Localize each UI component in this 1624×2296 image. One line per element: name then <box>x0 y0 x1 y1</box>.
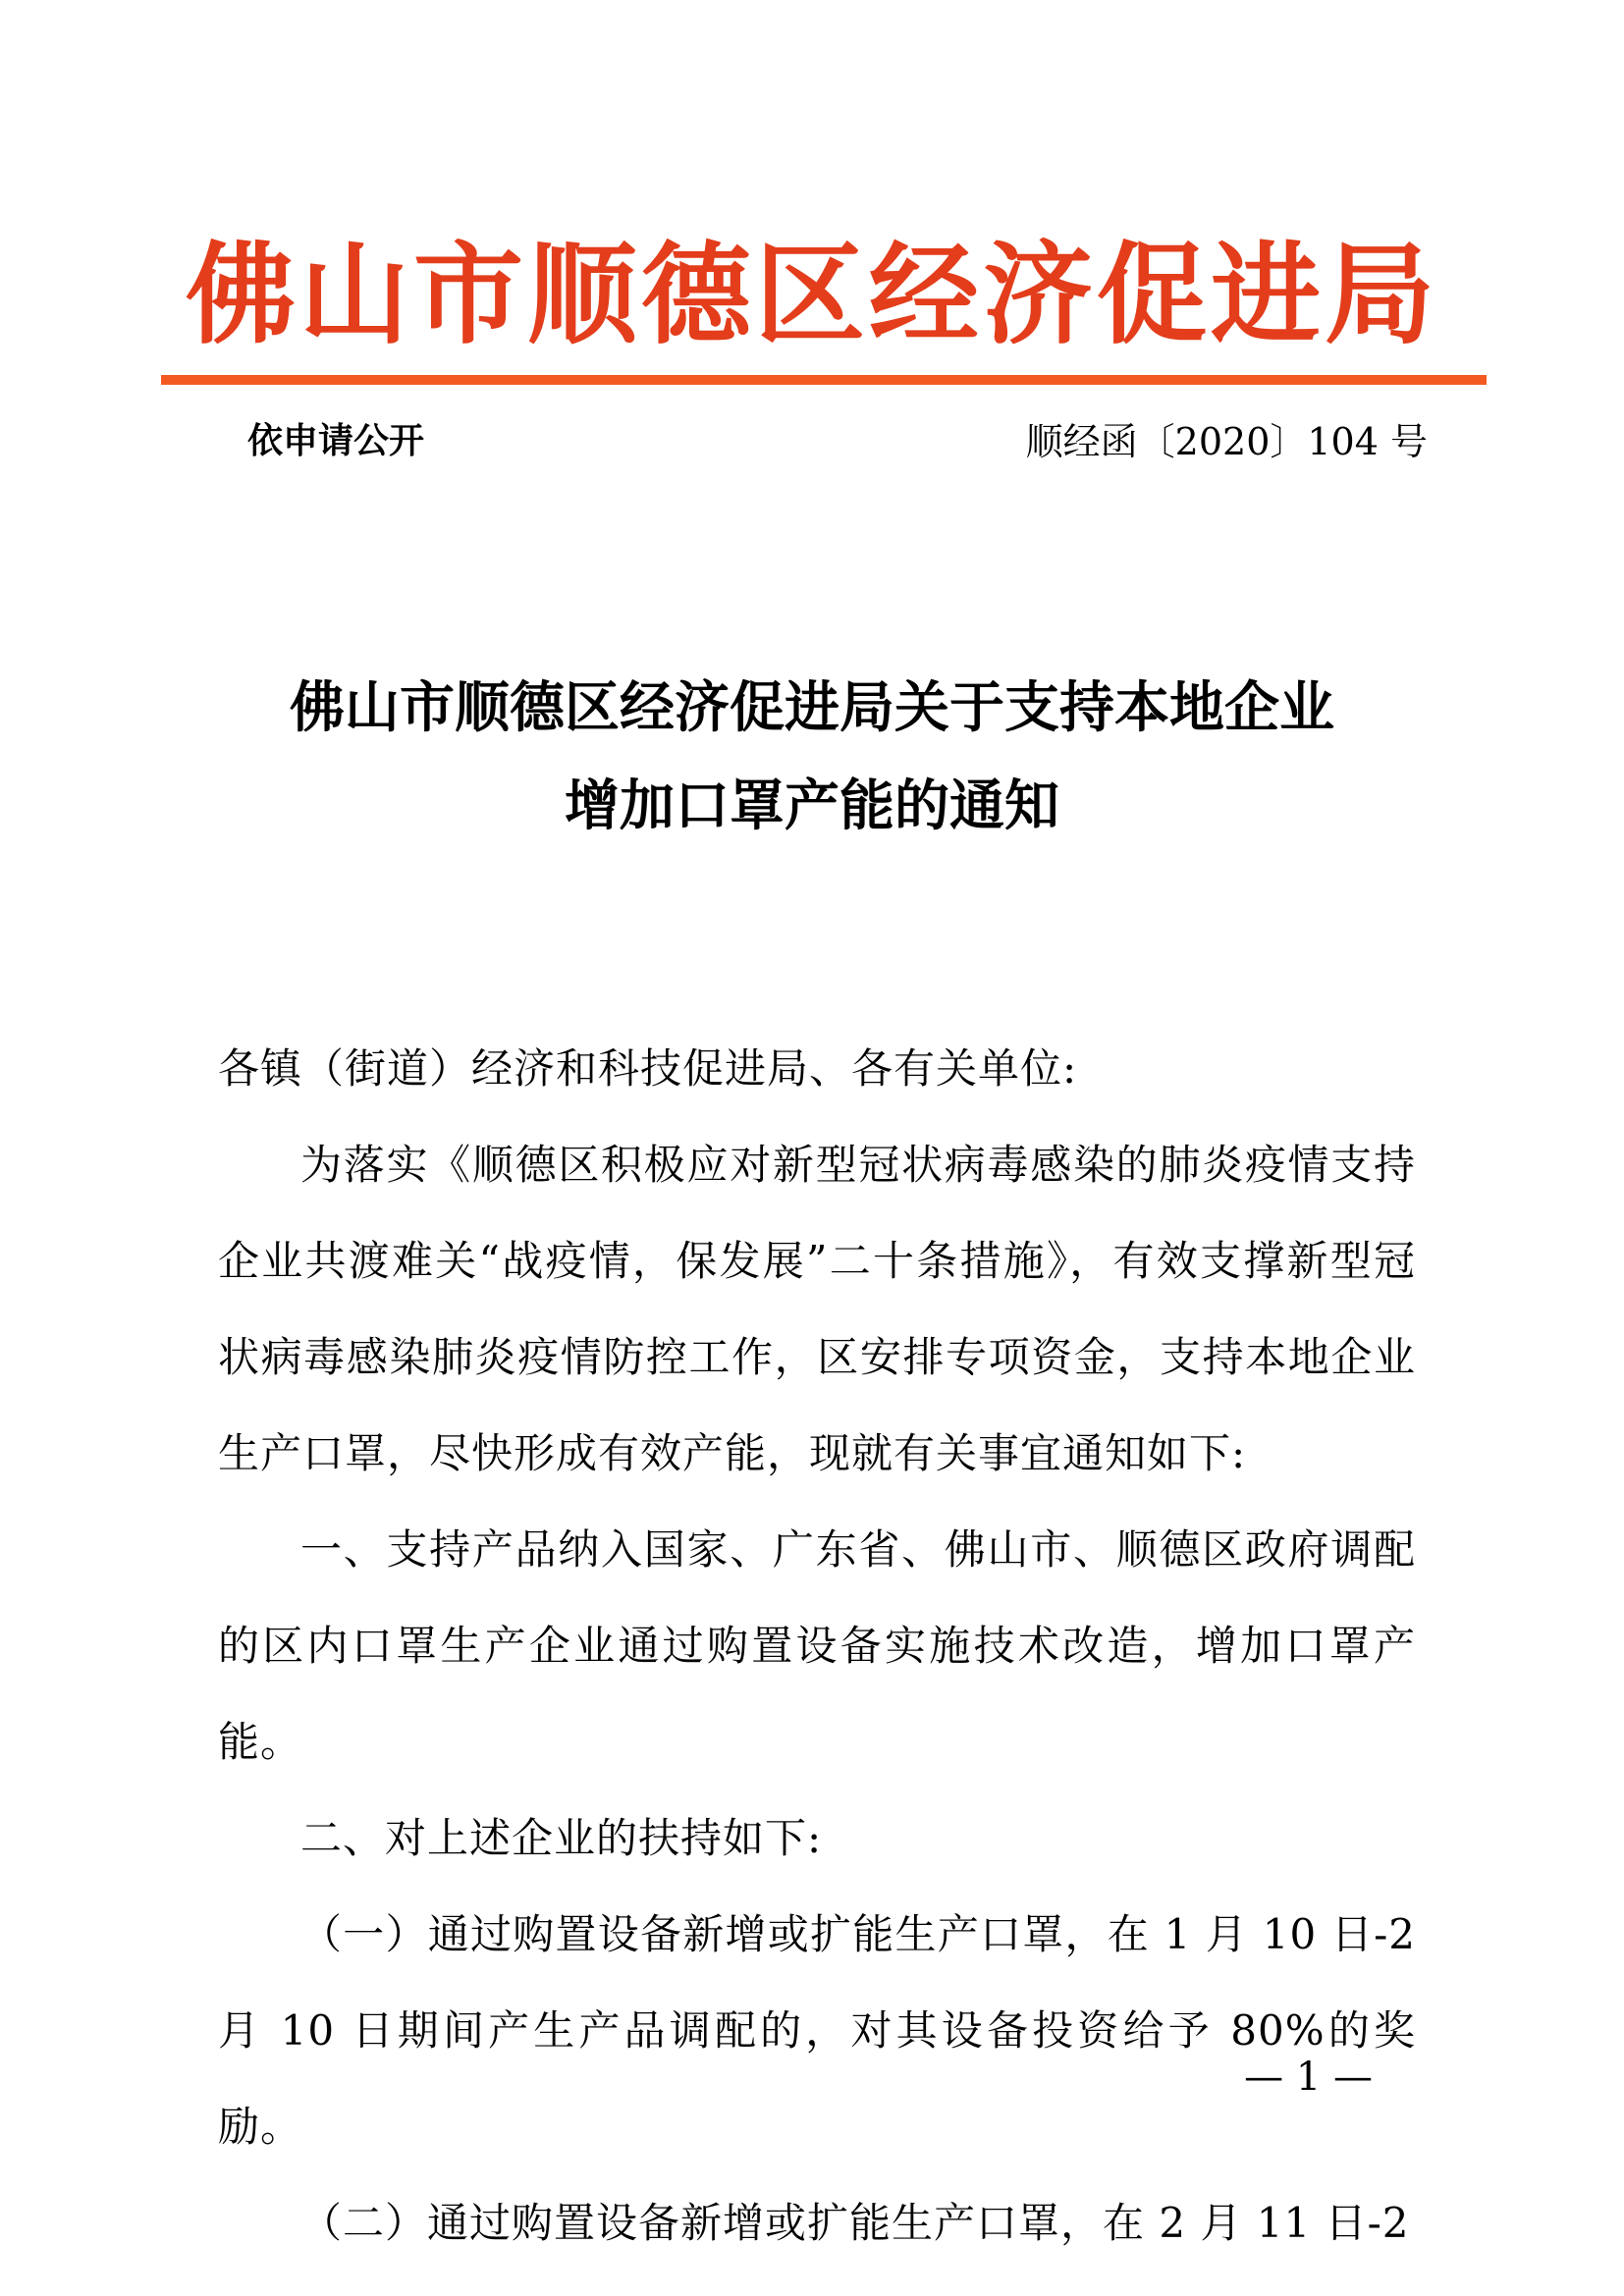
page-number: — 1 — <box>1244 2055 1373 2100</box>
document-number: 顺经函〔2020〕104 号 <box>1025 420 1428 463</box>
document-title-line-1: 佛山市顺德区经济促进局关于支持本地企业 <box>290 676 1334 740</box>
body-paragraph-intro: 为落实《顺德区积极应对新型冠状病毒感染的肺炎疫情支持企业共渡难关“战疫情，保发展”二十条措施》，有效支撑新型冠状病毒感染肺炎疫情防控工作，区安排专项资金，支持本地企业生产口罩，尽快形成有效产能，现就有关事宜通知如下: <box>218 1141 1416 1477</box>
body-paragraph-subitem-2: （二）通过购置设备新增或扩能生产口罩，在 2 月 11 日-2 <box>300 2199 1410 2247</box>
issuer-masthead: 佛山市顺德区经济促进局 <box>186 232 1438 359</box>
body-paragraph-item-1: 一、支持产品纳入国家、广东省、佛山市、顺德区政府调配的区内口罩生产企业通过购置设备实施技术改造，增加口罩产能。 <box>218 1525 1416 1766</box>
body-paragraph-item-2: 二、对上述企业的扶持如下: <box>300 1814 823 1862</box>
document-title-line-2: 增加口罩产能的通知 <box>565 774 1059 838</box>
salutation: 各镇（街道）经济和科技促进局、各有关单位: <box>218 1044 1078 1093</box>
document-title <box>196 660 1428 856</box>
disclosure-label: 依申请公开 <box>247 421 425 461</box>
body-paragraph-subitem-1: （一）通过购置设备新增或扩能生产口罩，在 1 月 10 日-2 月 10 日期间产生产品调配的，对其设备投资给予 80%的奖励。 <box>218 1910 1416 2151</box>
document-body <box>218 1021 1416 2271</box>
red-header-rule <box>161 375 1487 385</box>
